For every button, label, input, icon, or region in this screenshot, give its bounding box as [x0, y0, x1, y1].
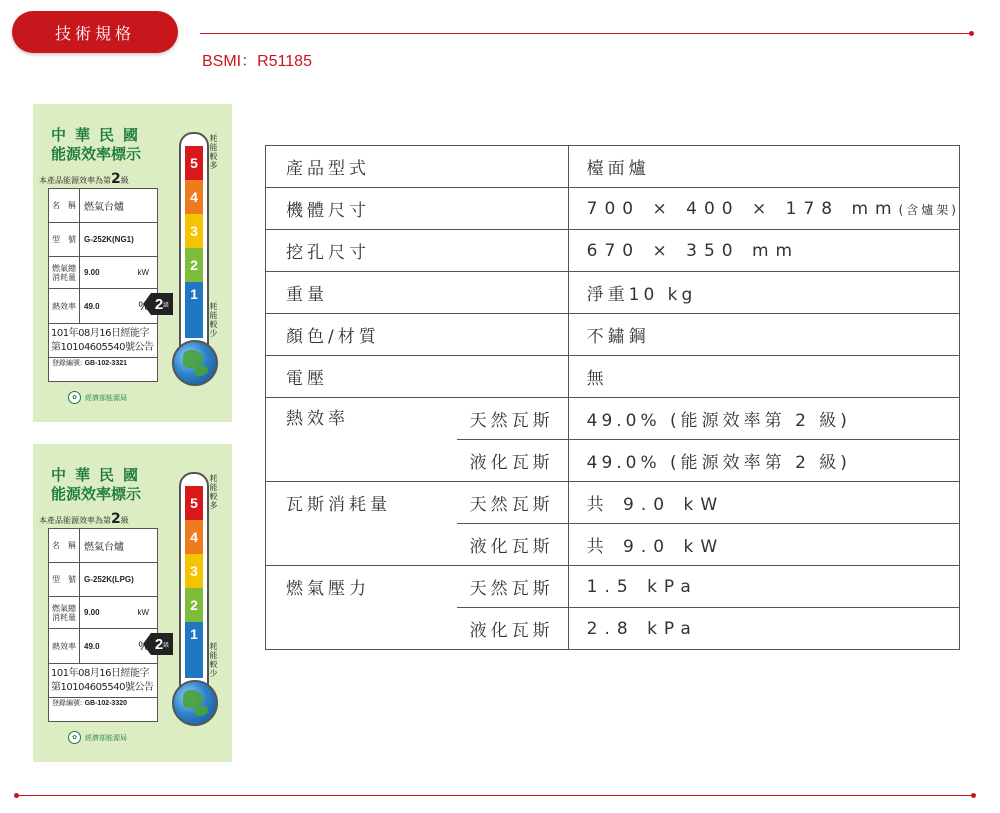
header-divider: [200, 33, 972, 34]
spec-subkey: 天然瓦斯: [457, 566, 568, 608]
label-title: 中華民國 能源效率標示: [51, 126, 148, 163]
spec-subkey: 液化瓦斯: [457, 440, 568, 482]
spec-row-body-size: [266, 188, 960, 230]
spec-key: 瓦斯消耗量: [286, 495, 391, 516]
label-registration: 登錄編號: GB-102-3320: [52, 699, 128, 707]
spec-key: 產品型式: [266, 146, 569, 188]
divider-dot: [971, 793, 976, 798]
scale-seg-5: 5: [185, 486, 203, 520]
label-row-efficiency: 熱效率 49.0 %: [49, 629, 157, 664]
spec-key: 挖孔尺寸: [266, 230, 569, 272]
grade-badge: 2 級: [143, 293, 173, 315]
spec-key: 機體尺寸: [266, 188, 569, 230]
scale-seg-2: 2: [185, 248, 203, 282]
label-grade-text: 本產品能源效率為第2級: [39, 511, 129, 527]
globe-icon: [172, 680, 218, 726]
spec-subkey: 液化瓦斯: [457, 524, 568, 566]
spec-value: 49.0% (能源效率第 2 級): [568, 440, 959, 482]
spec-section-badge: 技術規格: [12, 11, 178, 53]
scale-top-label: 耗能較多: [209, 474, 218, 510]
spec-row-voltage: [266, 356, 960, 398]
spec-row-weight: [266, 272, 960, 314]
energy-label-lpg: [33, 444, 232, 762]
spec-table: [265, 145, 960, 650]
label-info-box: [48, 188, 158, 382]
seal-icon: ✿: [68, 731, 81, 744]
label-grade-text: 本產品能源效率為第2級: [39, 171, 129, 187]
spec-row-material: [266, 314, 960, 356]
seal-icon: ✿: [68, 391, 81, 404]
divider-dot: [14, 793, 19, 798]
spec-row-consumption-ng: [266, 482, 960, 524]
spec-row-pressure-ng: [266, 566, 960, 608]
scale-top-label: 耗能較多: [209, 134, 218, 170]
spec-value: 淨重10 kg: [568, 272, 959, 314]
spec-subkey: 天然瓦斯: [457, 398, 568, 440]
globe-icon: [172, 340, 218, 386]
efficiency-thermometer: [179, 472, 209, 690]
spec-value: 49.0% (能源效率第 2 級): [568, 398, 959, 440]
scale-bottom-label: 耗能較少: [209, 642, 218, 678]
scale-seg-1: 1: [185, 282, 203, 338]
spec-subkey: 天然瓦斯: [457, 482, 568, 524]
scale-seg-1: 1: [185, 622, 203, 678]
spec-value: 共 9.0 kW: [568, 482, 959, 524]
label-row-model: 型 號 G-252K(LPG): [49, 563, 157, 597]
grade-badge: 2 級: [143, 633, 173, 655]
divider-dot: [969, 31, 974, 36]
spec-key: 顏色/材質: [266, 314, 569, 356]
spec-key: 燃氣壓力: [286, 579, 370, 600]
spec-key: 電壓: [266, 356, 569, 398]
spec-row-pressure-lpg: [266, 608, 960, 650]
label-row-consumption: 燃氣總消耗量 9.00 kW: [49, 597, 157, 629]
label-registration: 登錄編號: GB-102-3321: [52, 359, 128, 367]
energy-label-ng: [33, 104, 232, 422]
scale-seg-4: 4: [185, 520, 203, 554]
spec-row-efficiency-lpg: [266, 440, 960, 482]
spec-value: 無: [568, 356, 959, 398]
scale-seg-4: 4: [185, 180, 203, 214]
label-title: 中華民國 能源效率標示: [51, 466, 148, 503]
label-organization: ✿ 經濟部能源局: [68, 731, 127, 744]
spec-key: 重量: [266, 272, 569, 314]
spec-row-cutout-size: [266, 230, 960, 272]
label-row-consumption: 燃氣總消耗量 9.00 kW: [49, 257, 157, 289]
spec-value: 1.5 kPa: [568, 566, 959, 608]
spec-value: 共 9.0 kW: [568, 524, 959, 566]
scale-seg-5: 5: [185, 146, 203, 180]
spec-key: 熱效率: [286, 409, 349, 429]
label-row-efficiency: 熱效率 49.0 %: [49, 289, 157, 324]
spec-value: 2.8 kPa: [568, 608, 959, 650]
scale-seg-2: 2: [185, 588, 203, 622]
spec-value: 670 × 350 mm: [568, 230, 959, 272]
label-announcement: 101年08月16日經能字 第10104605540號公告: [49, 324, 157, 358]
footer-divider: [16, 795, 974, 796]
label-announcement: 101年08月16日經能字 第10104605540號公告: [49, 664, 157, 698]
label-organization: ✿ 經濟部能源局: [68, 391, 127, 404]
label-row-name: 名 稱 燃氣台爐: [49, 189, 157, 223]
spec-row-type: [266, 146, 960, 188]
scale-seg-3: 3: [185, 214, 203, 248]
spec-value: 700 × 400 × 178 mm(含爐架): [568, 188, 959, 230]
spec-subkey: 液化瓦斯: [469, 621, 554, 641]
efficiency-thermometer: [179, 132, 209, 350]
scale-seg-3: 3: [185, 554, 203, 588]
spec-row-efficiency-ng: [266, 398, 960, 440]
scale-bottom-label: 耗能較少: [209, 302, 218, 338]
label-info-box: [48, 528, 158, 722]
spec-value: 檯面爐: [568, 146, 959, 188]
label-row-model: 型 號 G-252K(NG1): [49, 223, 157, 257]
spec-value: 不鏽鋼: [568, 314, 959, 356]
label-row-name: 名 稱 燃氣台爐: [49, 529, 157, 563]
bsmi-code: BSMI：R51185: [202, 53, 312, 70]
spec-row-consumption-lpg: [266, 524, 960, 566]
